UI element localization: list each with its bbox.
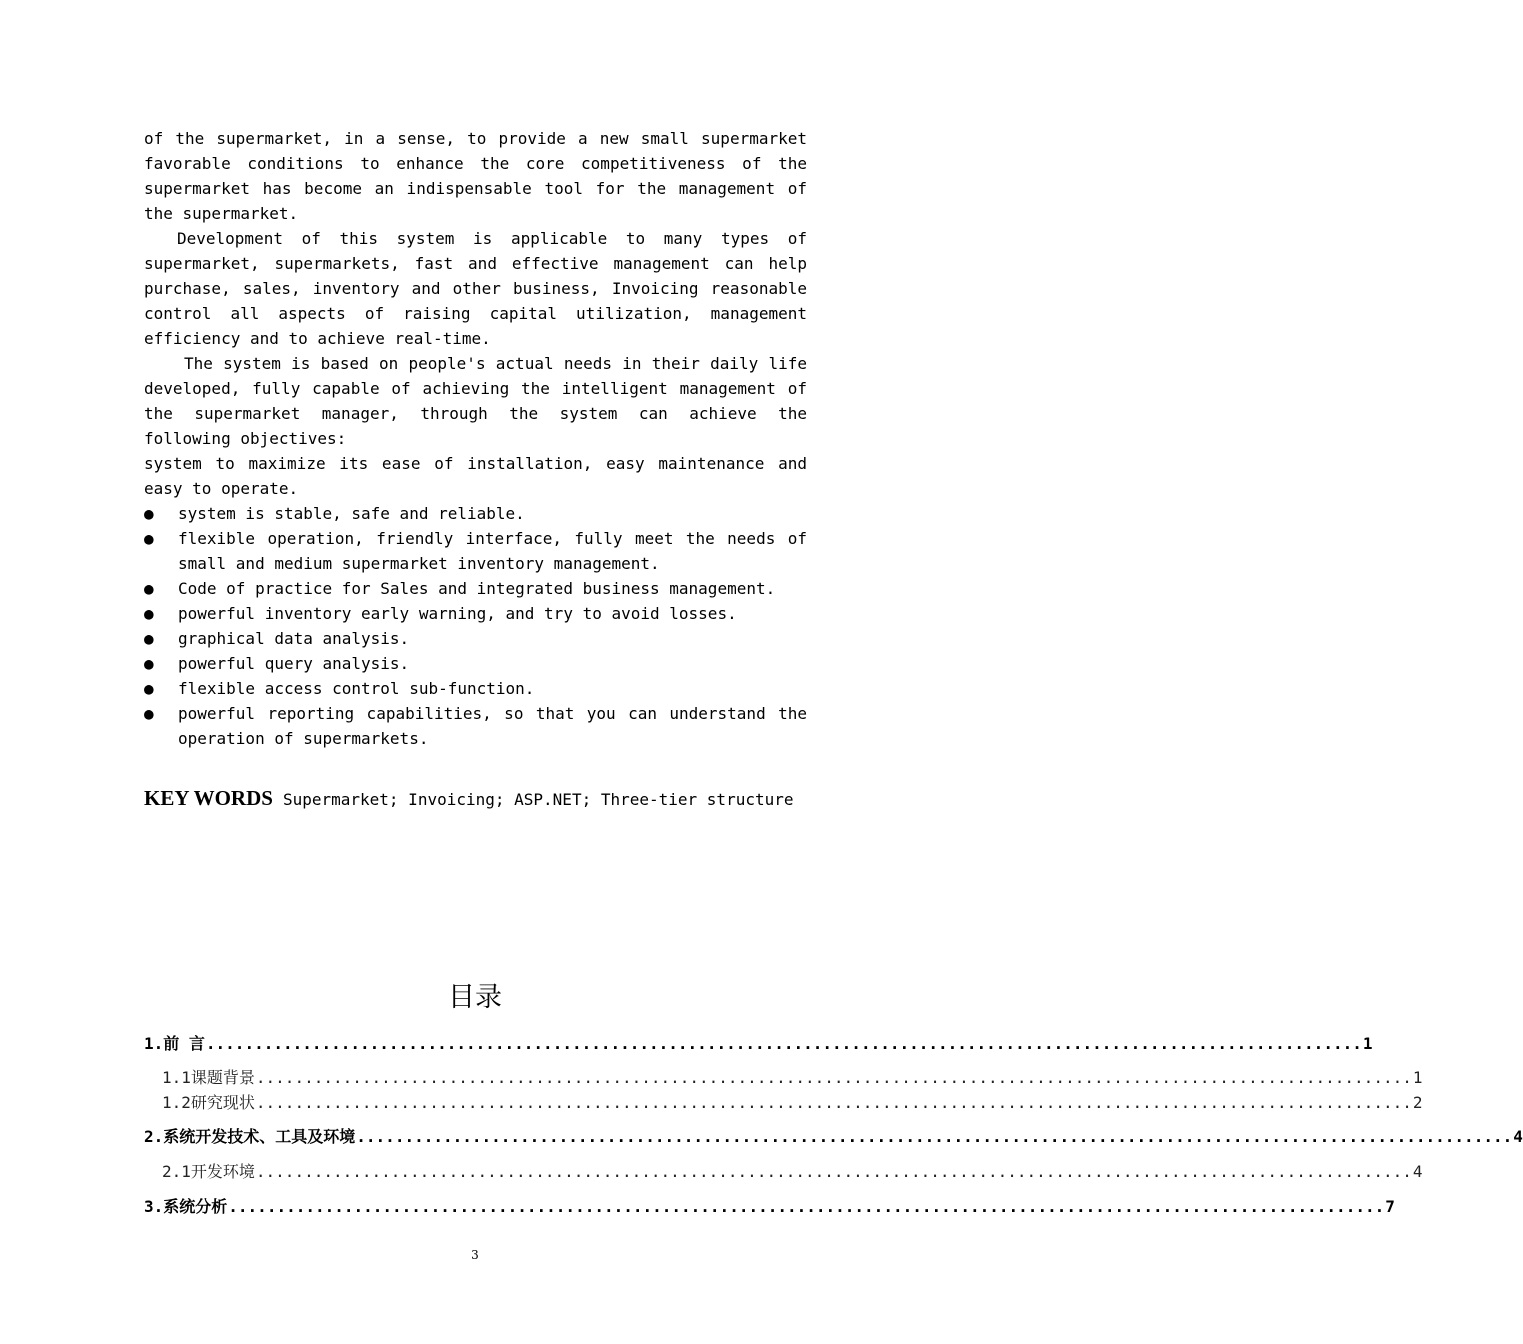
list-item <box>144 701 807 751</box>
toc-entry-title: 1.2研究现状 <box>162 1093 255 1112</box>
toc-leader: ........................................................................................................................ <box>255 1093 1412 1112</box>
toc-entry-title: 1.前 言 <box>144 1034 205 1053</box>
toc-entry-title: 1.1课题背景 <box>162 1068 255 1087</box>
abstract-paragraph: Development of this system is applicable to many types of supermarket, supermarkets, fast and effective management can help purchase, sales, inventory and other business, Invoicing reasonable control all aspects of raising capital utilization, management efficiency and to achieve real-time. <box>144 229 807 348</box>
list-item <box>144 601 807 626</box>
toc-leader: ........................................................................................................................ <box>255 1068 1412 1087</box>
list-item-text: flexible operation, friendly interface, fully meet the needs of small and medium supermarket inventory management. <box>178 529 807 573</box>
list-item-text: powerful inventory early warning, and try to avoid losses. <box>178 604 737 623</box>
toc-entry-page: 1 <box>1362 1034 1373 1053</box>
page-number: 3 <box>471 1248 479 1262</box>
toc-entry[interactable] <box>162 1160 1423 1184</box>
toc-leader: ........................................................................................................................ <box>228 1197 1385 1216</box>
bullet-icon: ● <box>144 604 154 623</box>
bullet-icon: ● <box>144 529 154 548</box>
toc-entry[interactable] <box>144 1032 1373 1056</box>
abstract-paragraph: The system is based on people's actual needs in their daily life developed, fully capable of achieving the intelligent management of the supermarket manager, through the system can achieve the following objectives: <box>144 354 807 448</box>
abstract-paragraph: of the supermarket, in a sense, to provide a new small supermarket favorable conditions to enhance the core competitiveness of the supermarket has become an indispensable tool for the management of the supermarket. <box>144 129 807 223</box>
toc-entry[interactable] <box>162 1091 1423 1115</box>
list-item <box>144 576 807 601</box>
abstract-body <box>144 126 807 751</box>
toc-entry-title: 2.系统开发技术、工具及环境 <box>144 1127 356 1146</box>
list-item <box>144 501 807 526</box>
keywords-line <box>144 784 794 814</box>
bullet-icon: ● <box>144 704 154 723</box>
keywords-label: KEY WORDS <box>144 786 273 810</box>
toc-entry-page: 4 <box>1412 1162 1423 1181</box>
list-item <box>144 626 807 651</box>
bullet-icon: ● <box>144 579 154 598</box>
toc-leader: ........................................................................................................................ <box>356 1127 1513 1146</box>
list-item-text: graphical data analysis. <box>178 629 410 648</box>
bullet-icon: ● <box>144 629 154 648</box>
toc-entry[interactable] <box>144 1125 1523 1149</box>
list-item-text: flexible access control sub-function. <box>178 679 535 698</box>
toc-leader: ........................................................................................................................ <box>255 1162 1412 1181</box>
toc-entry-page: 4 <box>1513 1127 1523 1146</box>
toc-title: 目录 <box>448 982 502 1013</box>
list-item-text: powerful reporting capabilities, so that you can understand the operation of supermarkets. <box>178 704 807 748</box>
bullet-icon: ● <box>144 504 154 523</box>
objective-list <box>144 501 807 751</box>
toc-entry-title: 2.1开发环境 <box>162 1162 255 1181</box>
toc-entry-page: 2 <box>1412 1093 1423 1112</box>
toc-entry-page: 7 <box>1385 1197 1395 1216</box>
abstract-paragraph: system to maximize its ease of installation, easy maintenance and easy to operate. <box>144 454 807 498</box>
list-item <box>144 676 807 701</box>
list-item-text: Code of practice for Sales and integrated business management. <box>178 579 776 598</box>
toc-entry-title: 3.系统分析 <box>144 1197 228 1216</box>
toc-entry-page: 1 <box>1412 1068 1423 1087</box>
keywords-value: Supermarket; Invoicing; ASP.NET; Three-tier structure <box>282 790 794 809</box>
bullet-icon: ● <box>144 679 154 698</box>
list-item <box>144 526 807 576</box>
toc-entry[interactable] <box>144 1195 1395 1219</box>
bullet-icon: ● <box>144 654 154 673</box>
list-item-text: system is stable, safe and reliable. <box>178 504 525 523</box>
toc-leader: ........................................................................................................................ <box>205 1034 1362 1053</box>
list-item <box>144 651 807 676</box>
toc-entry[interactable] <box>162 1066 1423 1090</box>
list-item-text: powerful query analysis. <box>178 654 410 673</box>
